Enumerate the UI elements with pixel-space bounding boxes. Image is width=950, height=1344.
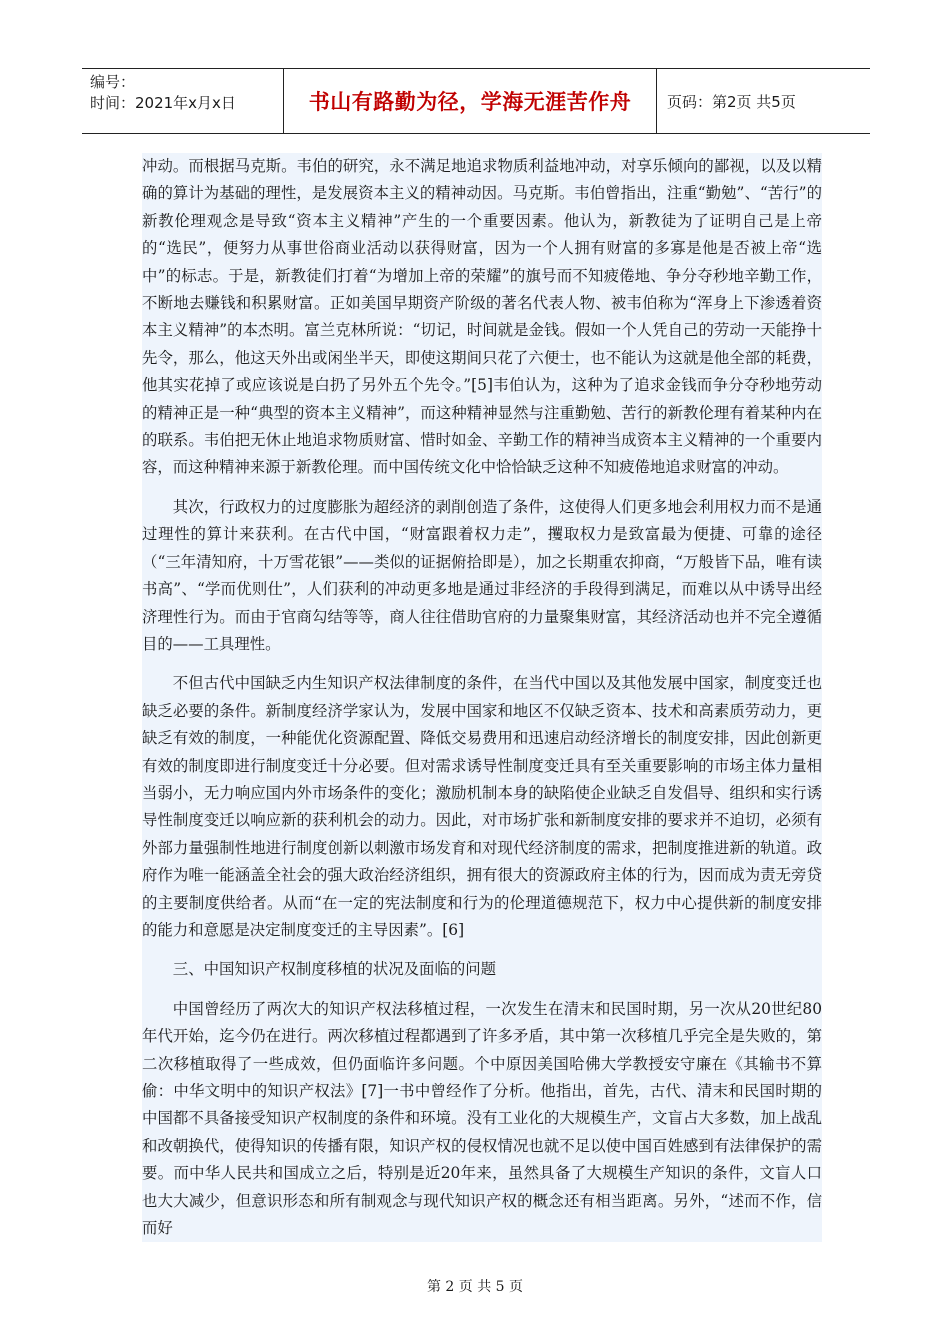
paragraph-3: 不但古代中国缺乏内生知识产权法律制度的条件，在当代中国以及其他发展中国家，制度变迁也缺乏必要的条件。新制度经济学家认为，发展中国家和地区不仅缺乏资本、技术和高素质劳动力，更缺乏有效的制度，一种能优化资源配置、降低交易费用和迅速启动经济增长的制度安排，因此创新更有效的制度即进行制度变迁十分必要。但对需求诱导性制度变迁具有至关重要影响的市场主体力量相当弱小，无力响应国内外市场条件的变化；激励机制本身的缺陷使企业缺乏自发倡导、组织和实行诱导性制度变迁以响应新的获利机会的动力。因此，对市场扩张和新制度安排的要求并不迫切，必须有外部力量强制性地进行制度创新以刺激市场发育和对现代经济制度的需求，把制度推进新的轨道。政府作为唯一能涵盖全社会的强大政治经济组织，拥有很大的资源政府主体的行为，因而成为责无旁贷的主要制度供给者。从而“在一定的宪法制度和行为的伦理道德规范下，权力中心提供新的制度安排的能力和意愿是决定制度变迁的主导因素”。[6] xyxy=(142,674,822,939)
section-heading: 三、中国知识产权制度移植的状况及面临的问题 xyxy=(172,960,497,979)
header-motto: 书山有路勤为径，学海无涯苦作舟 xyxy=(284,69,657,133)
paragraph-2: 其次，行政权力的过度膨胀为超经济的剥削创造了条件，这使得人们更多地会利用权力而不是通过理性的算计来获利。在古代中国，“财富跟着权力走”，攫取权力是致富最为便捷、可靠的途径（“三年清知府，十万雪花银”——类似的证据俯拾即是），加之长期重农抑商，“万般皆下品，唯有读书高”、“学而优则仕”，人们获利的冲动更多地是通过非经济的手段得到满足，而难以从中诱导出经济理性行为。而由于官商勾结等等，商人往往借助官府的力量聚集财富，其经济活动也并不完全遵循目的——工具理性。 xyxy=(142,497,822,653)
document-time-label: 时间：2021年x月x日 xyxy=(90,94,236,112)
document-body xyxy=(142,153,822,1242)
page-header xyxy=(82,68,870,134)
header-meta xyxy=(82,69,284,133)
page-footer: 第 2 页 共 5 页 xyxy=(426,1279,524,1295)
header-page-info: 页码：第2页 共5页 xyxy=(667,92,796,111)
document-number-label: 编号： xyxy=(90,73,136,91)
paragraph-1: 冲动。而根据马克斯。韦伯的研究，永不满足地追求物质利益地冲动，对享乐倾向的鄙视，以及以精确的算计为基础的理性，是发展资本主义的精神动因。马克斯。韦伯曾指出，注重“勤勉”、“苦行”的新教伦理观念是导致“资本主义精神”产生的一个重要因素。他认为，新教徒为了证明自己是上帝的“选民”，便努力从事世俗商业活动以获得财富，因为一个人拥有财富的多寡是他是否被上帝“选中”的标志。于是，新教徒们打着“为增加上帝的荣耀”的旗号而不知疲倦地、争分夺秒地辛勤工作，不断地去赚钱和积累财富。正如美国早期资产阶级的著名代表人物、被韦伯称为“浑身上下渗透着资本主义精神”的本杰明。富兰克林所说：“切记，时间就是金钱。假如一个人凭自己的劳动一天能挣十先令，那么，他这天外出或闲坐半天，即使这期间只花了六便士，也不能认为这就是他全部的耗费，他其实花掉了或应该说是白扔了另外五个先令。”[5]韦伯认为，这种为了追求金钱而争分夺秒地劳动的精神正是一种“典型的资本主义精神”，而这种精神显然与注重勤勉、苦行的新教伦理有着某种内在的联系。韦伯把无休止地追求物质财富、惜时如金、辛勤工作的精神当成资本主义精神的一个重要内容，而这种精神来源于新教伦理。而中国传统文化中恰恰缺乏这种不知疲倦地追求财富的冲动。 xyxy=(142,157,822,477)
paragraph-4: 中国曾经历了两次大的知识产权法移植过程，一次发生在清末和民国时期，另一次从20世纪80年代开始，迄今仍在进行。两次移植过程都遇到了许多矛盾，其中第一次移植几乎完全是失败的，第二次移植取得了一些成效，但仍面临许多问题。个中原因美国哈佛大学教授安守廉在《其输书不算偷：中华文明中的知识产权法》[7]一书中曾经作了分析。他指出，首先，古代、清末和民国时期的中国都不具备接受知识产权制度的条件和环境。没有工业化的大规模生产，文盲占大多数，加上战乱和改朝换代，使得知识的传播有限，知识产权的侵权情况也就不足以使中国百姓感到有法律保护的需要。而中华人民共和国成立之后，特别是近20年来，虽然具备了大规模生产知识的条件，文盲人口也大大减少，但意识形态和所有制观念与现代知识产权的概念还有相当距离。另外，“述而不作，信而好 xyxy=(142,999,822,1238)
